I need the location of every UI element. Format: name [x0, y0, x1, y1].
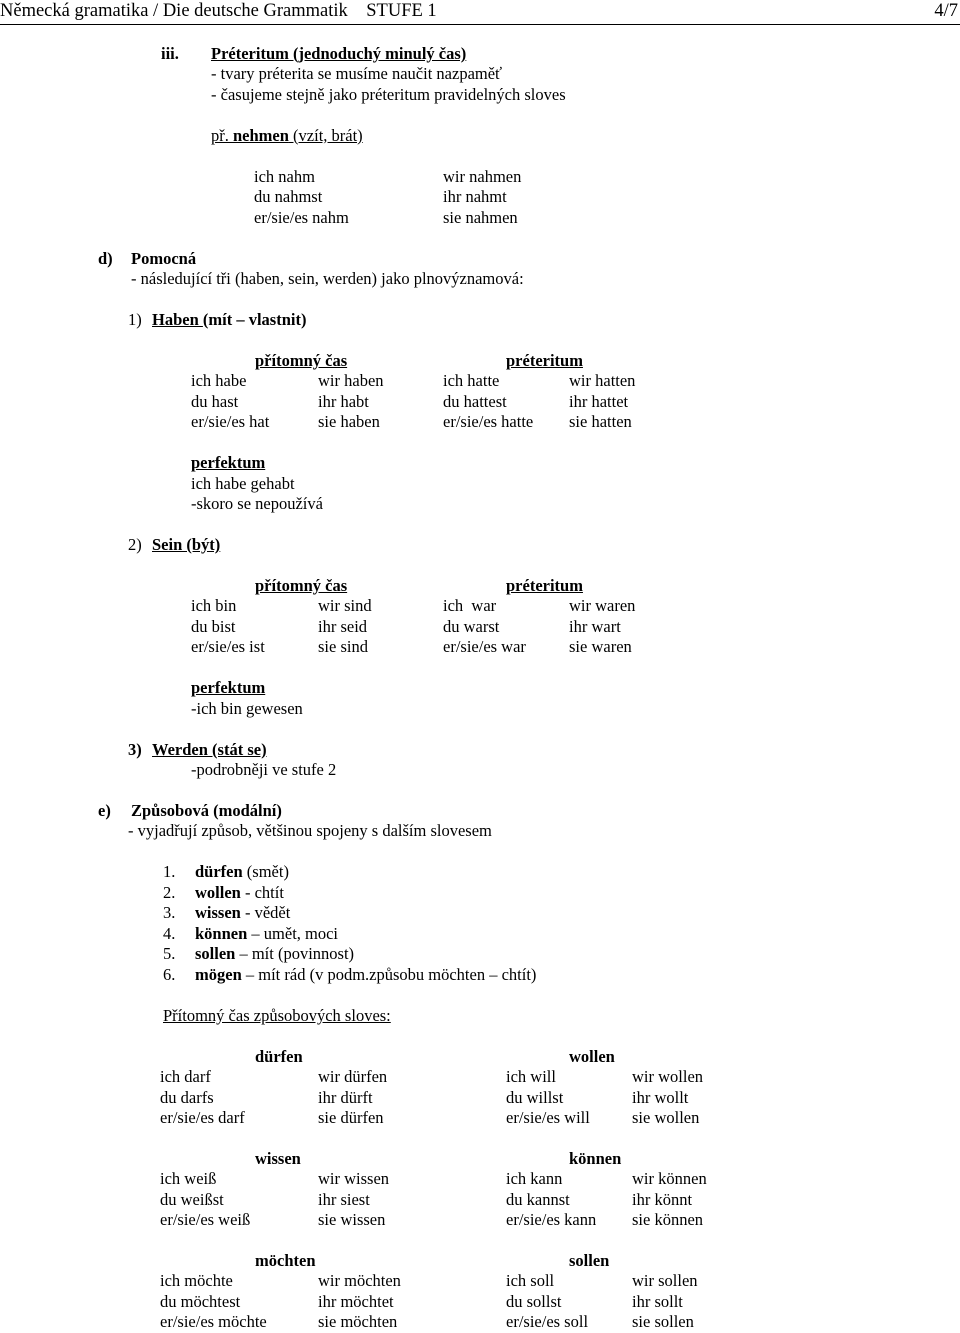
modal-table-cell-plural: sie können — [632, 1210, 704, 1230]
haben-preterite-sg-1: ich hatte — [443, 371, 500, 390]
werden-note: -podrobněji ve stufe 2 — [191, 760, 337, 779]
haben-preterite-pl-3: sie hatten — [569, 412, 632, 431]
modal-verb: wissen — [195, 903, 241, 922]
sein-present-sg-1: ich bin — [191, 596, 237, 615]
list-number: 6. — [163, 965, 176, 984]
sein-present-label: přítomný čas — [255, 576, 348, 595]
haben-name: Haben — [152, 310, 203, 329]
haben-present-pl-1: wir haben — [318, 371, 384, 390]
haben-present-sg-2: du hast — [191, 392, 239, 411]
modal-table-cell-plural: sie dürfen — [318, 1108, 384, 1128]
modal-verb: dürfen — [195, 862, 243, 881]
list-item — [195, 944, 354, 964]
sein-preterite-label: préteritum — [506, 576, 583, 595]
header-divider — [0, 24, 960, 25]
list-number: 4. — [163, 924, 176, 943]
sein-heading: Sein (být) — [152, 535, 221, 554]
modal-table-cell-plural: ihr möchtet — [318, 1291, 394, 1311]
list-item — [195, 862, 289, 882]
modal-table-cell-singular: ich soll — [506, 1271, 555, 1291]
modal-table-cell-plural: ihr könnt — [632, 1189, 693, 1209]
list-number: 5. — [163, 944, 176, 963]
modal-table-title: wollen — [569, 1047, 615, 1066]
sein-preterite-pl-3: sie waren — [569, 637, 632, 656]
list-item — [163, 883, 175, 903]
werden-heading: Werden (stát se) — [152, 740, 267, 759]
modal-verb-meaning: – mít rád (v podm.způsobu möchten – chtít) — [241, 965, 537, 984]
section-d-title: Pomocná — [131, 249, 197, 268]
haben-present-sg-3: er/sie/es hat — [191, 412, 270, 431]
modal-table-cell-plural: wir sollen — [632, 1271, 698, 1291]
haben-perfect-line-2: -skoro se nepoužívá — [191, 494, 323, 513]
sein-preterite-pl-2: ihr wart — [569, 617, 621, 636]
haben-present-label: přítomný čas — [255, 351, 348, 370]
modal-table-title: sollen — [569, 1251, 610, 1270]
sein-number: 2) — [128, 535, 142, 554]
modal-table-cell-plural: sie sollen — [632, 1312, 694, 1332]
header-title: Německá gramatika / Die deutsche Grammatik STUFE 1 — [0, 1, 437, 21]
sein-preterite-pl-1: wir waren — [569, 596, 636, 615]
nehmen-sg-2: du nahmst — [254, 187, 323, 206]
modal-verb: können — [195, 924, 248, 943]
haben-present-pl-2: ihr habt — [318, 392, 369, 411]
modal-verb: mögen — [195, 965, 242, 984]
haben-heading — [152, 310, 306, 330]
sein-perfect-line-1: -ich bin gewesen — [191, 699, 303, 718]
haben-preterite-pl-2: ihr hattet — [569, 392, 629, 411]
modal-verb: wollen — [195, 883, 241, 902]
sein-present-pl-3: sie sind — [318, 637, 368, 656]
sein-present-pl-2: ihr seid — [318, 617, 368, 636]
nehmen-sg-3: er/sie/es nahm — [254, 208, 349, 227]
modal-table-cell-plural: ihr dürft — [318, 1087, 373, 1107]
section-e-title: Způsobová (modální) — [131, 801, 282, 820]
section-marker-iii: iii. — [161, 44, 179, 63]
haben-perfect-label: perfektum — [191, 453, 266, 472]
haben-preterite-sg-2: du hattest — [443, 392, 507, 411]
modal-table-title: dürfen — [255, 1047, 303, 1066]
sein-perfect-label: perfektum — [191, 678, 266, 697]
haben-number: 1) — [128, 310, 142, 329]
modal-table-cell-singular: er/sie/es weiß — [160, 1210, 251, 1230]
list-item — [195, 965, 536, 985]
page-number: 4/7 — [934, 1, 958, 21]
modal-table-cell-singular: ich kann — [506, 1169, 563, 1189]
modal-table-cell-plural: wir dürfen — [318, 1067, 388, 1087]
list-item — [195, 924, 338, 944]
modal-verb-meaning: - chtít — [240, 883, 284, 902]
modal-verb-meaning: – umět, moci — [247, 924, 339, 943]
modal-table-cell-plural: ihr sollt — [632, 1291, 683, 1311]
modal-table-cell-singular: ich will — [506, 1067, 556, 1087]
list-item — [195, 883, 284, 903]
modal-table-cell-singular: ich darf — [160, 1067, 211, 1087]
modal-table-cell-singular: er/sie/es kann — [506, 1210, 597, 1230]
modal-table-cell-plural: wir wollen — [632, 1067, 704, 1087]
modal-table-cell-plural: ihr siest — [318, 1189, 370, 1209]
sein-preterite-sg-2: du warst — [443, 617, 500, 636]
modal-verb-meaning: – mít (povinnost) — [235, 944, 355, 963]
preteritum-title: Préteritum (jednoduchý minulý čas) — [211, 44, 467, 63]
modal-table-cell-singular: du kannst — [506, 1189, 570, 1209]
list-item — [163, 862, 175, 882]
example-verb: nehmen — [233, 126, 289, 145]
list-item — [163, 924, 175, 944]
list-item — [163, 903, 175, 923]
modal-table-title: wissen — [255, 1149, 301, 1168]
modal-verb-meaning: (smět) — [242, 862, 289, 881]
nehmen-pl-3: sie nahmen — [443, 208, 518, 227]
modal-table-cell-plural: wir wissen — [318, 1169, 390, 1189]
section-d-description: - následující tři (haben, sein, werden) jako plnovýznamová: — [131, 269, 524, 288]
modal-table-cell-singular: du darfs — [160, 1087, 214, 1107]
section-e-description: - vyjadřují způsob, většinou spojeny s dalším slovesem — [128, 821, 492, 840]
preteritum-line-1: - tvary préterita se musíme naučit nazpaměť — [211, 64, 503, 83]
modal-table-cell-singular: er/sie/es möchte — [160, 1312, 267, 1332]
modal-table-title: möchten — [255, 1251, 316, 1270]
modal-table-cell-plural: sie möchten — [318, 1312, 398, 1332]
haben-preterite-pl-1: wir hatten — [569, 371, 636, 390]
nehmen-pl-2: ihr nahmt — [443, 187, 507, 206]
haben-preterite-label: préteritum — [506, 351, 583, 370]
modal-table-cell-singular: ich weiß — [160, 1169, 217, 1189]
preteritum-line-2: - časujeme stejně jako préteritum pravidelných sloves — [211, 85, 566, 104]
sein-present-sg-3: er/sie/es ist — [191, 637, 265, 656]
section-marker-e: e) — [98, 801, 111, 820]
werden-number: 3) — [128, 740, 142, 759]
modal-table-cell-plural: wir können — [632, 1169, 707, 1189]
sein-present-pl-1: wir sind — [318, 596, 372, 615]
section-marker-d: d) — [98, 249, 113, 268]
list-item — [163, 944, 175, 964]
modal-table-cell-singular: er/sie/es soll — [506, 1312, 589, 1332]
nehmen-sg-1: ich nahm — [254, 167, 315, 186]
modal-table-cell-singular: du willst — [506, 1087, 564, 1107]
list-number: 3. — [163, 903, 176, 922]
example-meaning: (vzít, brát) — [288, 126, 363, 145]
list-number: 1. — [163, 862, 176, 881]
sein-present-sg-2: du bist — [191, 617, 236, 636]
preteritum-example — [211, 126, 363, 146]
haben-preterite-sg-3: er/sie/es hatte — [443, 412, 534, 431]
nehmen-pl-1: wir nahmen — [443, 167, 522, 186]
list-item — [195, 903, 290, 923]
modal-table-cell-singular: ich möchte — [160, 1271, 233, 1291]
sein-preterite-sg-3: er/sie/es war — [443, 637, 526, 656]
modal-table-title: können — [569, 1149, 622, 1168]
modal-table-cell-plural: ihr wollt — [632, 1087, 689, 1107]
list-item — [163, 965, 175, 985]
modal-verb: sollen — [195, 944, 236, 963]
modal-table-cell-plural: sie wissen — [318, 1210, 386, 1230]
haben-present-sg-1: ich habe — [191, 371, 247, 390]
haben-perfect-line-1: ich habe gehabt — [191, 474, 295, 493]
modal-table-cell-singular: du weißst — [160, 1189, 224, 1209]
list-number: 2. — [163, 883, 176, 902]
haben-present-pl-3: sie haben — [318, 412, 380, 431]
modal-table-cell-singular: er/sie/es darf — [160, 1108, 245, 1128]
modal-present-title: Přítomný čas způsobových sloves: — [163, 1006, 391, 1025]
modal-table-cell-singular: du möchtest — [160, 1291, 241, 1311]
modal-table-cell-plural: wir möchten — [318, 1271, 401, 1291]
sein-preterite-sg-1: ich war — [443, 596, 497, 615]
modal-table-cell-singular: er/sie/es will — [506, 1108, 590, 1128]
modal-verb-meaning: - vědět — [240, 903, 291, 922]
example-prefix: př. — [211, 126, 233, 145]
modal-table-cell-plural: sie wollen — [632, 1108, 700, 1128]
modal-table-cell-singular: du sollst — [506, 1291, 562, 1311]
haben-meaning: (mít – vlastnit) — [202, 310, 307, 329]
